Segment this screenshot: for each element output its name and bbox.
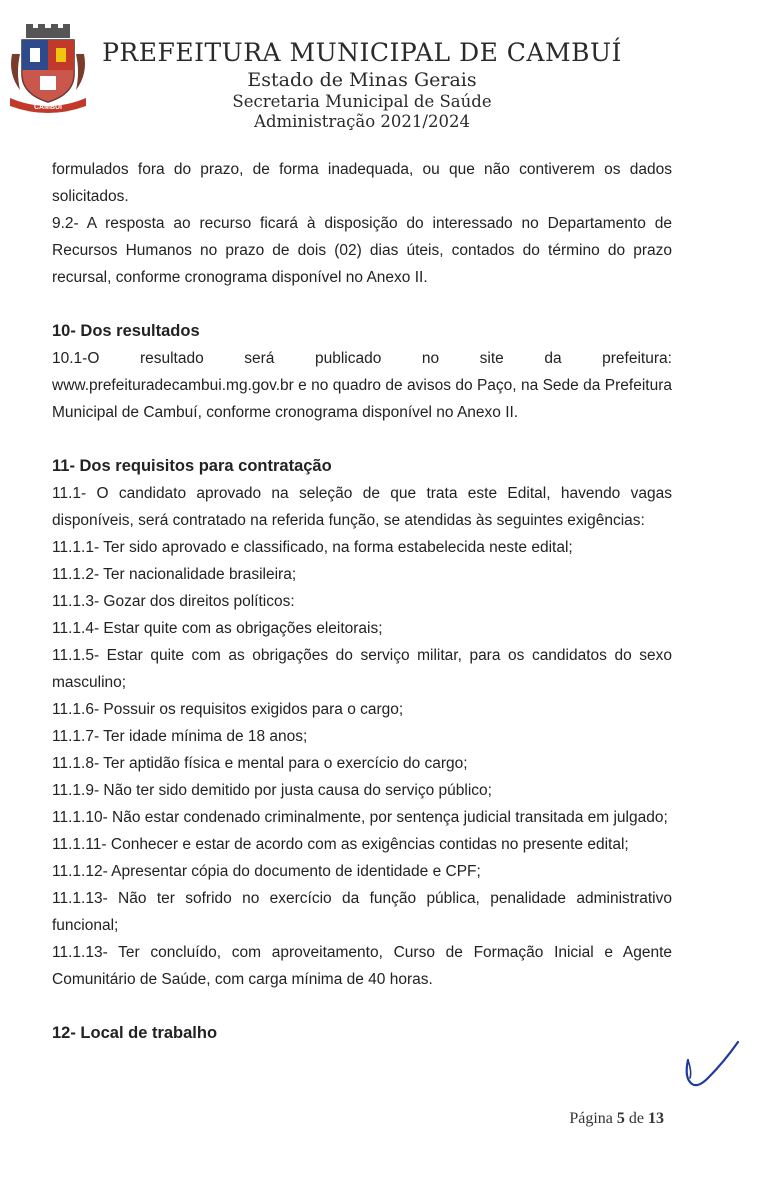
letterhead [100, 38, 624, 132]
requirement-item: 11.1.2- Ter nacionalidade brasileira; [52, 566, 297, 583]
item-10-1-continuation: www.prefeituradecambui.mg.gov.br e no quadro de avisos do Paço, na Sede da Prefeitura Municipal de Cambuí, conforme cronograma disponível no Anexo II. [52, 377, 672, 421]
word: da [544, 350, 562, 367]
page-current: 5 [616, 1110, 625, 1127]
handwritten-checkmark-icon [678, 1038, 742, 1094]
item-9-2-paragraph: 9.2- A resposta ao recurso ficará à disposição do interessado no Departamento de Recursos Humanos no prazo de dois (02) dias úteis, contados do término do prazo recursal, conforme cronograma disponível no Anexo II. [52, 215, 672, 286]
section-10-heading: 10- Dos resultados [52, 322, 200, 340]
section-12-heading: 12- Local de trabalho [52, 1024, 218, 1042]
municipality-title: PREFEITURA MUNICIPAL DE CAMBUÍ [102, 38, 622, 67]
section-11-heading: 11- Dos requisitos para contratação [52, 457, 332, 475]
requirement-item: 11.1.13- Não ter sofrido no exercício da função pública, penalidade administrativo funcional; [52, 890, 672, 934]
administration-period: Administração 2021/2024 [254, 112, 470, 131]
word: será [244, 350, 275, 367]
requirement-item: 11.1.3- Gozar dos direitos políticos: [52, 593, 295, 610]
word: resultado [139, 350, 204, 367]
document-body [52, 156, 672, 1047]
page-label: Página [569, 1110, 613, 1127]
crest-banner-text: CAMBUÍ [34, 104, 62, 111]
word: 10.1-O [52, 350, 100, 367]
word: no [421, 350, 440, 367]
requirement-item: 11.1.11- Conhecer e estar de acordo com as exigências contidas no presente edital; [52, 836, 629, 853]
word: prefeitura: [602, 350, 672, 367]
requirement-item: 11.1.5- Estar quite com as obrigações do serviço militar, para os candidatos do sexo masculino; [52, 647, 672, 691]
requirement-item: 11.1.9- Não ter sido demitido por justa causa do serviço público; [52, 782, 492, 799]
requirement-item: 11.1.12- Apresentar cópia do documento de identidade e CPF; [52, 863, 481, 880]
municipal-crest-icon [6, 24, 90, 114]
page-of: de [628, 1110, 644, 1127]
state-name: Estado de Minas Gerais [247, 69, 477, 91]
requirement-item: 11.1- O candidato aprovado na seleção de que trata este Edital, havendo vagas disponíveis, será contratado na referida função, se atendidas às seguintes exigências: [52, 485, 672, 529]
requirement-item: 11.1.4- Estar quite com as obrigações eleitorais; [52, 620, 383, 637]
word: site [479, 350, 504, 367]
secretariat-name: Secretaria Municipal de Saúde [232, 92, 492, 111]
word: publicado [314, 350, 382, 367]
requirement-item: 11.1.1- Ter sido aprovado e classificado, na forma estabelecida neste edital; [52, 539, 573, 556]
requirement-item: 11.1.6- Possuir os requisitos exigidos para o cargo; [52, 701, 404, 718]
item-10-1-first-line [52, 345, 672, 372]
page-number [569, 1110, 664, 1128]
requirement-item: 11.1.7- Ter idade mínima de 18 anos; [52, 728, 308, 745]
requirement-item: 11.1.8- Ter aptidão física e mental para o exercício do cargo; [52, 755, 468, 772]
requirement-item: 11.1.10- Não estar condenado criminalmente, por sentença judicial transitada em julgado; [52, 809, 668, 826]
page-total: 13 [648, 1110, 664, 1127]
requirement-item: 11.1.13- Ter concluído, com aproveitamento, Curso de Formação Inicial e Agente Comunitário de Saúde, com carga mínima de 40 horas. [52, 944, 672, 988]
continuation-paragraph: formulados fora do prazo, de forma inadequada, ou que não contiverem os dados solicitados. [52, 161, 672, 205]
